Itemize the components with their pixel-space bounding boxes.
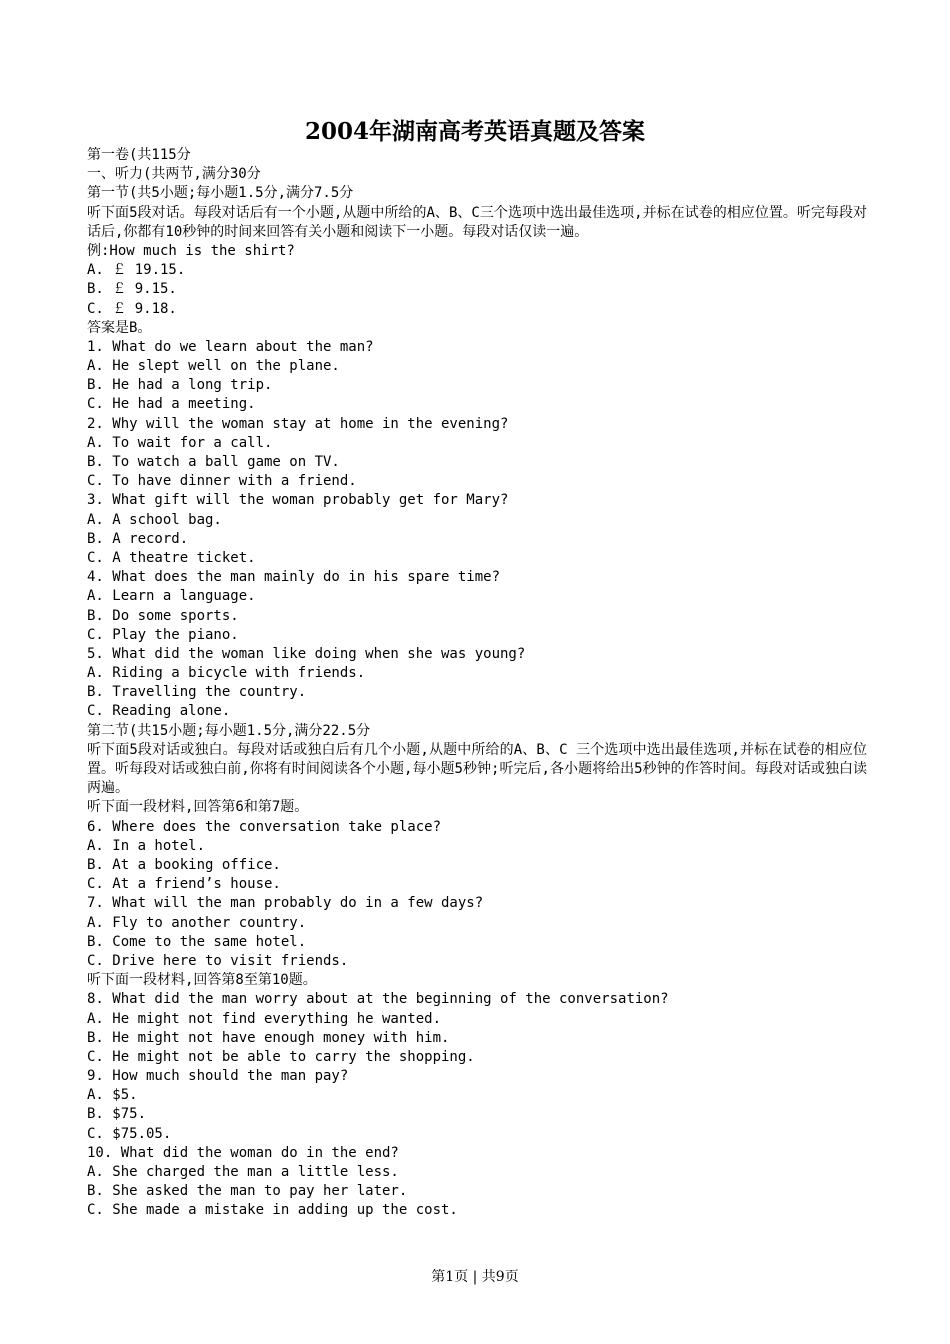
option-line: B. $75. bbox=[87, 1106, 147, 1123]
option-line: B. She asked the man to pay her later. bbox=[87, 1183, 408, 1200]
option-line: A. He might not find everything he wanted. bbox=[87, 1010, 442, 1027]
question-line: 10. What did the woman do in the end? bbox=[87, 1144, 399, 1161]
option-line: C. Reading alone. bbox=[87, 703, 231, 720]
option-line: A. Fly to another country. bbox=[87, 914, 307, 931]
option-line: A. To wait for a call. bbox=[87, 434, 273, 451]
option-line: A. $5. bbox=[87, 1087, 138, 1104]
document-title: 2004年湖南高考英语真题及答案 bbox=[304, 118, 645, 145]
option-line: C. At a friend’s house. bbox=[87, 876, 281, 893]
option-line: A. He slept well on the plane. bbox=[87, 358, 340, 375]
option-line: C. He might not be able to carry the shopping. bbox=[87, 1048, 475, 1065]
text-line: 听下面一段材料,回答第6和第7题。 bbox=[87, 799, 309, 816]
option-line: C. Play the piano. bbox=[87, 626, 239, 643]
question-line: 2. Why will the woman stay at home in the evening? bbox=[87, 415, 509, 432]
text-line: 第一节(共5小题;每小题1.5分,满分7.5分 bbox=[87, 185, 354, 202]
question-line: 4. What does the man mainly do in his spare time? bbox=[87, 569, 501, 586]
question-line: 8. What did the man worry about at the beginning of the conversation? bbox=[87, 991, 669, 1008]
option-line: C. He had a meeting. bbox=[87, 396, 256, 413]
question-line: 3. What gift will the woman probably get for Mary? bbox=[87, 492, 509, 509]
question-line: 9. How much should the man pay? bbox=[87, 1068, 349, 1085]
section-heading: 第二节(共15小题;每小题1.5分,满分22.5分 bbox=[87, 722, 371, 739]
option-line: B. Travelling the country. bbox=[87, 684, 307, 701]
instruction-paragraph: 听下面5段对话或独白。每段对话或独白后有几个小题,从题中所给的A、B、C 三个选项中选出最佳选项,并标在试卷的相应位置。听每段对话或独白前,你将有时间阅读各个小题,每小题5秒钟;听完后,各小题将给出5秒钟的作答时间。每段对话或独白读两遍。 bbox=[87, 741, 867, 797]
option-line: C. Drive here to visit friends. bbox=[87, 952, 349, 969]
text-line: C. ￡ 9.18. bbox=[87, 300, 177, 317]
option-line: B. To watch a ball game on TV. bbox=[87, 454, 340, 471]
option-line: C. To have dinner with a friend. bbox=[87, 473, 357, 490]
option-line: B. He might not have enough money with him. bbox=[87, 1029, 450, 1046]
question-line: 7. What will the man probably do in a few days? bbox=[87, 895, 484, 912]
option-line: C. $75.05. bbox=[87, 1125, 172, 1142]
text-line: 第一卷(共115分 bbox=[87, 147, 191, 163]
option-line: A. A school bag. bbox=[87, 511, 222, 528]
option-line: A. Learn a language. bbox=[87, 588, 256, 605]
option-line: A. She charged the man a little less. bbox=[87, 1164, 399, 1181]
option-line: A. In a hotel. bbox=[87, 837, 206, 854]
option-line: B. Do some sports. bbox=[87, 607, 239, 624]
text-line: 一、听力(共两节,满分30分 bbox=[87, 166, 261, 183]
option-line: B. A record. bbox=[87, 530, 189, 547]
option-line: A. Riding a bicycle with friends. bbox=[87, 665, 366, 682]
question-line: 5. What did the woman like doing when she was young? bbox=[87, 645, 526, 662]
instruction-paragraph: 听下面5段对话。每段对话后有一个小题,从题中所给的A、B、C三个选项中选出最佳选项,并标在试卷的相应位置。听完每段对话后,你都有10秒钟的时间来回答有关小题和阅读下一小题。每段对话仅读一遍。 bbox=[87, 204, 867, 240]
page-footer: 第1页 | 共9页 bbox=[431, 1269, 519, 1285]
text-line: 答案是B。 bbox=[87, 319, 152, 336]
option-line: C. A theatre ticket. bbox=[87, 549, 256, 566]
document-body bbox=[87, 146, 867, 1221]
question-line: 6. Where does the conversation take place? bbox=[87, 818, 442, 835]
question-line: 1. What do we learn about the man? bbox=[87, 338, 374, 355]
text-line: B. ￡ 9.15. bbox=[87, 281, 177, 298]
option-line: B. Come to the same hotel. bbox=[87, 933, 307, 950]
text-line: 听下面一段材料,回答第8至第10题。 bbox=[87, 972, 317, 989]
text-line: A. ￡ 19.15. bbox=[87, 262, 186, 279]
text-line: 例:How much is the shirt? bbox=[87, 242, 295, 259]
option-line: C. She made a mistake in adding up the cost. bbox=[87, 1202, 458, 1219]
option-line: B. At a booking office. bbox=[87, 857, 281, 874]
option-line: B. He had a long trip. bbox=[87, 377, 273, 394]
